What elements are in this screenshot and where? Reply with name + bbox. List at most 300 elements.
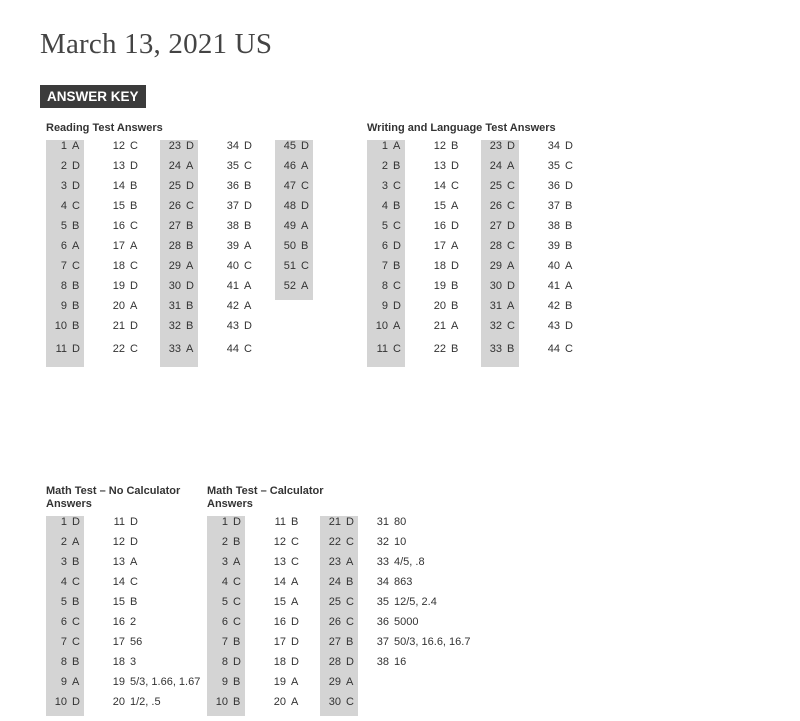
question-number: 23	[328, 556, 341, 568]
math-calc-column-3	[320, 516, 358, 716]
answer-value: C	[72, 200, 80, 212]
answer-cell	[218, 240, 256, 260]
question-number: 21	[433, 320, 446, 332]
answer-cell	[265, 636, 303, 656]
reading-column-5	[275, 140, 313, 300]
question-number: 4	[60, 200, 67, 212]
question-number: 41	[226, 280, 239, 292]
answer-value: B	[72, 280, 80, 292]
answer-cell	[367, 180, 405, 200]
answer-cell	[160, 200, 198, 220]
question-number: 51	[283, 260, 296, 272]
question-number: 17	[112, 240, 125, 252]
question-number: 18	[433, 260, 446, 272]
answer-value: B	[393, 260, 401, 272]
question-number: 45	[283, 140, 296, 152]
answer-cell	[481, 180, 519, 200]
answer-value: D	[72, 180, 80, 192]
answer-cell	[218, 160, 256, 180]
answer-value: A	[186, 260, 194, 272]
answer-cell	[218, 280, 256, 300]
answer-cell	[104, 280, 142, 300]
answer-cell	[481, 200, 519, 220]
answer-cell	[160, 343, 198, 363]
answer-value: A	[72, 536, 80, 548]
question-number: 10	[54, 696, 67, 708]
answer-value: B	[72, 596, 80, 608]
answer-value: D	[291, 636, 299, 648]
math-calc-column-1	[207, 516, 245, 716]
answer-value: C	[233, 616, 241, 628]
answer-cell	[46, 320, 84, 340]
reading-column-1	[46, 140, 84, 367]
answer-value: A	[301, 160, 309, 172]
question-number: 43	[226, 320, 239, 332]
question-number: 4	[381, 200, 388, 212]
answer-value: D	[393, 300, 401, 312]
question-number: 7	[381, 260, 388, 272]
question-number: 31	[168, 300, 181, 312]
answer-value: D	[244, 320, 252, 332]
answer-value: B	[72, 300, 80, 312]
question-number: 34	[376, 576, 389, 588]
question-number: 5	[60, 596, 67, 608]
answer-cell	[46, 636, 84, 656]
answer-value: D	[244, 200, 252, 212]
question-number: 37	[547, 200, 560, 212]
answer-cell	[104, 180, 142, 200]
answer-cell	[160, 280, 198, 300]
answer-cell	[104, 516, 142, 536]
answer-value: B	[346, 636, 354, 648]
answer-key-banner: ANSWER KEY	[40, 85, 146, 108]
answer-cell	[481, 343, 519, 363]
answer-value: D	[346, 516, 354, 528]
answer-cell	[46, 556, 84, 576]
answer-cell	[160, 140, 198, 160]
question-number: 16	[112, 220, 125, 232]
question-number: 5	[60, 220, 67, 232]
question-number: 5	[221, 596, 228, 608]
answer-value: D	[301, 200, 309, 212]
question-number: 30	[328, 696, 341, 708]
question-number: 20	[112, 696, 125, 708]
question-number: 15	[112, 596, 125, 608]
answer-value: B	[186, 220, 194, 232]
answer-cell	[265, 696, 303, 716]
answer-cell	[104, 140, 142, 160]
question-number: 24	[489, 160, 502, 172]
question-number: 36	[547, 180, 560, 192]
answer-value: D	[507, 280, 515, 292]
page-title: March 13, 2021 US	[40, 28, 273, 60]
answer-cell	[539, 300, 577, 320]
answer-value: A	[244, 300, 252, 312]
answer-cell	[265, 576, 303, 596]
question-number: 1	[60, 516, 67, 528]
answer-cell	[425, 200, 463, 220]
question-number: 38	[376, 656, 389, 668]
answer-cell	[275, 180, 313, 200]
answer-cell	[425, 280, 463, 300]
answer-cell	[265, 596, 303, 616]
answer-cell	[265, 556, 303, 576]
answer-cell	[539, 260, 577, 280]
answer-value: D	[393, 240, 401, 252]
question-number: 13	[273, 556, 286, 568]
question-number: 19	[273, 676, 286, 688]
answer-cell	[539, 160, 577, 180]
answer-value: C	[301, 180, 309, 192]
answer-cell	[218, 220, 256, 240]
answer-value: D	[233, 516, 241, 528]
answer-value: A	[72, 140, 80, 152]
question-number: 3	[60, 556, 67, 568]
answer-cell	[320, 636, 358, 656]
question-number: 14	[112, 180, 125, 192]
question-number: 6	[221, 616, 228, 628]
answer-value: C	[233, 576, 241, 588]
answer-cell	[207, 556, 245, 576]
answer-cell	[46, 260, 84, 280]
answer-cell	[481, 300, 519, 320]
question-number: 27	[328, 636, 341, 648]
question-number: 21	[112, 320, 125, 332]
answer-cell	[539, 320, 577, 340]
question-number: 29	[168, 260, 181, 272]
question-number: 11	[113, 516, 125, 528]
answer-value: D	[130, 280, 138, 292]
answer-value: B	[565, 240, 573, 252]
question-number: 46	[283, 160, 296, 172]
question-number: 33	[489, 343, 502, 355]
answer-cell	[481, 220, 519, 240]
answer-cell	[46, 536, 84, 556]
question-number: 10	[54, 320, 67, 332]
question-number: 30	[489, 280, 502, 292]
question-number: 42	[226, 300, 239, 312]
question-number: 19	[112, 280, 125, 292]
question-number: 13	[112, 556, 125, 568]
question-number: 40	[226, 260, 239, 272]
answer-cell	[265, 536, 303, 556]
answer-cell	[46, 516, 84, 536]
answer-value: C	[301, 260, 309, 272]
question-number: 11	[376, 343, 388, 355]
answer-value: B	[72, 320, 80, 332]
answer-value: C	[244, 343, 252, 355]
answer-cell	[367, 320, 405, 340]
answer-cell	[207, 656, 245, 676]
question-number: 47	[283, 180, 296, 192]
answer-cell	[539, 343, 577, 363]
answer-cell	[46, 676, 84, 696]
answer-value: 12/5, 2.4	[394, 596, 437, 608]
answer-value: A	[186, 160, 194, 172]
answer-cell	[104, 656, 142, 676]
question-number: 9	[221, 676, 228, 688]
answer-value: C	[291, 556, 299, 568]
answer-value: A	[346, 556, 354, 568]
answer-cell	[275, 220, 313, 240]
answer-value: C	[507, 240, 515, 252]
answer-value: D	[451, 160, 459, 172]
answer-value: B	[244, 180, 252, 192]
question-number: 42	[547, 300, 560, 312]
answer-value: 4/5, .8	[394, 556, 425, 568]
answer-value: B	[233, 536, 241, 548]
question-number: 8	[221, 656, 228, 668]
answer-cell	[481, 240, 519, 260]
answer-cell	[425, 180, 463, 200]
answer-value: B	[291, 516, 299, 528]
answer-cell	[104, 616, 142, 636]
question-number: 26	[168, 200, 181, 212]
answer-cell	[160, 260, 198, 280]
question-number: 16	[273, 616, 286, 628]
answer-value: C	[346, 536, 354, 548]
answer-value: B	[72, 556, 80, 568]
question-number: 9	[60, 300, 67, 312]
answer-value: D	[72, 160, 80, 172]
question-number: 3	[60, 180, 67, 192]
question-number: 38	[226, 220, 239, 232]
question-number: 18	[273, 656, 286, 668]
answer-value: C	[565, 160, 573, 172]
answer-cell	[104, 260, 142, 280]
answer-cell	[104, 636, 142, 656]
answer-value: B	[301, 240, 309, 252]
question-number: 26	[328, 616, 341, 628]
writing-section-title: Writing and Language Test Answers	[367, 122, 556, 134]
answer-cell	[275, 260, 313, 280]
answer-value: B	[244, 220, 252, 232]
question-number: 39	[547, 240, 560, 252]
question-number: 18	[112, 260, 125, 272]
question-number: 7	[60, 260, 67, 272]
answer-cell	[218, 260, 256, 280]
answer-cell	[46, 140, 84, 160]
math-calc-column-2	[265, 516, 303, 716]
question-number: 48	[283, 200, 296, 212]
answer-cell	[104, 160, 142, 180]
answer-cell	[539, 180, 577, 200]
question-number: 36	[226, 180, 239, 192]
answer-value: C	[346, 696, 354, 708]
answer-value: C	[507, 200, 515, 212]
question-number: 12	[433, 140, 446, 152]
answer-value: C	[393, 180, 401, 192]
answer-cell	[104, 696, 161, 716]
answer-cell	[481, 280, 519, 300]
answer-cell	[320, 616, 358, 636]
question-number: 4	[221, 576, 228, 588]
question-number: 35	[376, 596, 389, 608]
answer-value: B	[565, 200, 573, 212]
answer-value: B	[565, 220, 573, 232]
answer-value: 50/3, 16.6, 16.7	[394, 636, 471, 648]
question-number: 25	[489, 180, 502, 192]
math-no-calc-title-line2: Answers	[46, 498, 92, 510]
answer-cell	[46, 220, 84, 240]
answer-cell	[320, 676, 358, 696]
question-number: 26	[489, 200, 502, 212]
answer-value: B	[233, 696, 241, 708]
question-number: 1	[60, 140, 67, 152]
question-number: 43	[547, 320, 560, 332]
answer-value: D	[565, 140, 573, 152]
answer-value: 863	[394, 576, 413, 588]
answer-value: B	[507, 343, 515, 355]
answer-value: D	[72, 516, 80, 528]
question-number: 34	[547, 140, 560, 152]
answer-value: A	[301, 220, 309, 232]
answer-value: B	[186, 300, 194, 312]
answer-value: A	[346, 676, 354, 688]
answer-value: C	[72, 260, 80, 272]
answer-value: A	[72, 676, 80, 688]
answer-value: A	[291, 676, 299, 688]
question-number: 9	[60, 676, 67, 688]
question-number: 6	[60, 240, 67, 252]
answer-cell	[320, 516, 358, 536]
question-number: 8	[60, 656, 67, 668]
question-number: 31	[376, 516, 389, 528]
answer-cell	[368, 536, 406, 556]
answer-cell	[368, 516, 406, 536]
answer-value: D	[507, 220, 515, 232]
question-number: 12	[112, 536, 125, 548]
question-number: 1	[381, 140, 388, 152]
question-number: 28	[489, 240, 502, 252]
answer-cell	[320, 536, 358, 556]
answer-value: C	[507, 320, 515, 332]
question-number: 41	[547, 280, 560, 292]
answer-cell	[104, 343, 142, 363]
answer-cell	[104, 596, 142, 616]
answer-value: D	[451, 220, 459, 232]
question-number: 25	[168, 180, 181, 192]
answer-cell	[275, 140, 313, 160]
answer-cell	[539, 200, 577, 220]
question-number: 40	[547, 260, 560, 272]
answer-value: B	[451, 280, 459, 292]
answer-value: 10	[394, 536, 407, 548]
answer-cell	[367, 160, 405, 180]
answer-cell	[46, 343, 84, 363]
answer-cell	[160, 240, 198, 260]
question-number: 6	[60, 616, 67, 628]
answer-value: C	[130, 140, 138, 152]
question-number: 22	[112, 343, 125, 355]
answer-value: A	[291, 596, 299, 608]
answer-value: B	[451, 300, 459, 312]
answer-cell	[46, 200, 84, 220]
answer-cell	[368, 576, 413, 596]
answer-cell	[425, 343, 463, 363]
answer-value: D	[72, 343, 80, 355]
answer-cell	[265, 656, 303, 676]
question-number: 14	[433, 180, 446, 192]
question-number: 18	[112, 656, 125, 668]
question-number: 44	[226, 343, 239, 355]
answer-value: C	[346, 616, 354, 628]
question-number: 32	[168, 320, 181, 332]
answer-cell	[425, 300, 463, 320]
math-calc-title-line1: Math Test – Calculator	[207, 485, 324, 497]
math-no-calc-column-1	[46, 516, 84, 716]
answer-cell	[207, 676, 245, 696]
answer-cell	[207, 596, 245, 616]
answer-cell	[367, 260, 405, 280]
answer-value: C	[244, 260, 252, 272]
answer-cell	[46, 240, 84, 260]
answer-value: A	[507, 160, 515, 172]
answer-cell	[367, 300, 405, 320]
answer-value: C	[393, 220, 401, 232]
answer-cell	[367, 140, 405, 160]
question-number: 24	[328, 576, 341, 588]
answer-cell	[104, 200, 142, 220]
question-number: 35	[547, 160, 560, 172]
answer-value: A	[507, 300, 515, 312]
reading-section-title: Reading Test Answers	[46, 122, 163, 134]
answer-cell	[46, 596, 84, 616]
answer-value: C	[72, 636, 80, 648]
question-number: 15	[273, 596, 286, 608]
answer-cell	[104, 300, 142, 320]
question-number: 44	[547, 343, 560, 355]
answer-value: D	[244, 140, 252, 152]
question-number: 39	[226, 240, 239, 252]
answer-cell	[320, 696, 358, 716]
question-number: 38	[547, 220, 560, 232]
answer-value: C	[346, 596, 354, 608]
answer-value: B	[393, 160, 401, 172]
question-number: 12	[273, 536, 286, 548]
question-number: 5	[381, 220, 388, 232]
question-number: 8	[381, 280, 388, 292]
question-number: 13	[112, 160, 125, 172]
answer-value: B	[130, 200, 138, 212]
answer-value: A	[233, 556, 241, 568]
math-calc-column-4	[368, 516, 471, 676]
answer-value: D	[130, 536, 138, 548]
question-number: 32	[489, 320, 502, 332]
answer-cell	[218, 300, 256, 320]
question-number: 14	[112, 576, 125, 588]
answer-cell	[218, 180, 256, 200]
question-number: 15	[433, 200, 446, 212]
answer-value: D	[233, 656, 241, 668]
question-number: 2	[60, 160, 67, 172]
answer-cell	[425, 320, 463, 340]
answer-value: A	[130, 300, 138, 312]
answer-cell	[207, 576, 245, 596]
question-number: 16	[112, 616, 125, 628]
answer-value: D	[130, 516, 138, 528]
answer-cell	[368, 596, 437, 616]
question-number: 29	[489, 260, 502, 272]
answer-value: C	[507, 180, 515, 192]
answer-value: A	[451, 240, 459, 252]
math-no-calc-section-title	[46, 485, 180, 511]
answer-value: C	[130, 260, 138, 272]
answer-value: D	[346, 656, 354, 668]
answer-value: D	[186, 180, 194, 192]
answer-cell	[275, 200, 313, 220]
answer-cell	[425, 160, 463, 180]
